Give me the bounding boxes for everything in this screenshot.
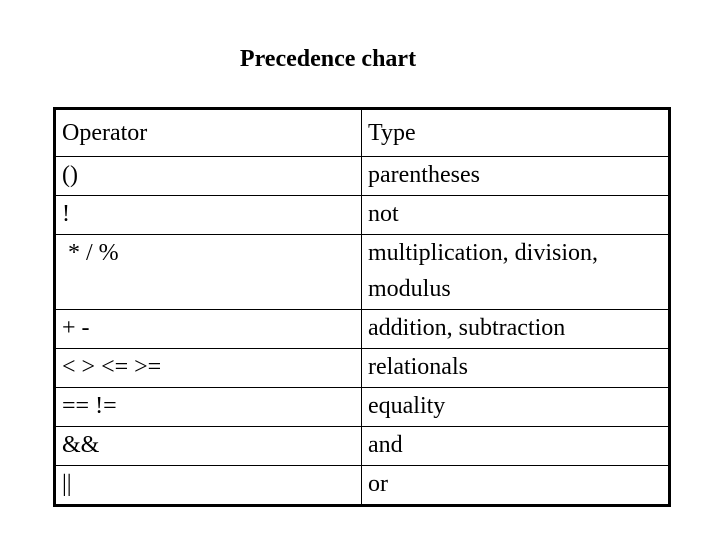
type-cell: or: [362, 466, 670, 506]
type-cell: multiplication, division, modulus: [362, 235, 670, 310]
precedence-table: [53, 107, 671, 507]
chart-title: Precedence chart: [239, 46, 417, 72]
operator-cell: (): [55, 157, 362, 196]
type-cell: not: [362, 196, 670, 235]
operator-cell: < > <= >=: [55, 349, 362, 388]
table-row: [55, 157, 670, 196]
type-cell: addition, subtraction: [362, 310, 670, 349]
table-row: [55, 349, 670, 388]
operator-cell: !: [55, 196, 362, 235]
type-cell: and: [362, 427, 670, 466]
table-row: [55, 310, 670, 349]
header-type: Type: [362, 109, 670, 157]
table-row: [55, 427, 670, 466]
operator-cell: &&: [55, 427, 362, 466]
table-header-row: [55, 109, 670, 157]
operator-cell: ||: [55, 466, 362, 506]
table-row: [55, 235, 670, 310]
operator-cell: + -: [55, 310, 362, 349]
operator-cell: * / %: [55, 235, 362, 310]
header-operator: Operator: [55, 109, 362, 157]
table-row: [55, 466, 670, 506]
table-row: [55, 388, 670, 427]
type-cell: relationals: [362, 349, 670, 388]
type-cell: parentheses: [362, 157, 670, 196]
table-row: [55, 196, 670, 235]
type-cell: equality: [362, 388, 670, 427]
operator-cell: == !=: [55, 388, 362, 427]
